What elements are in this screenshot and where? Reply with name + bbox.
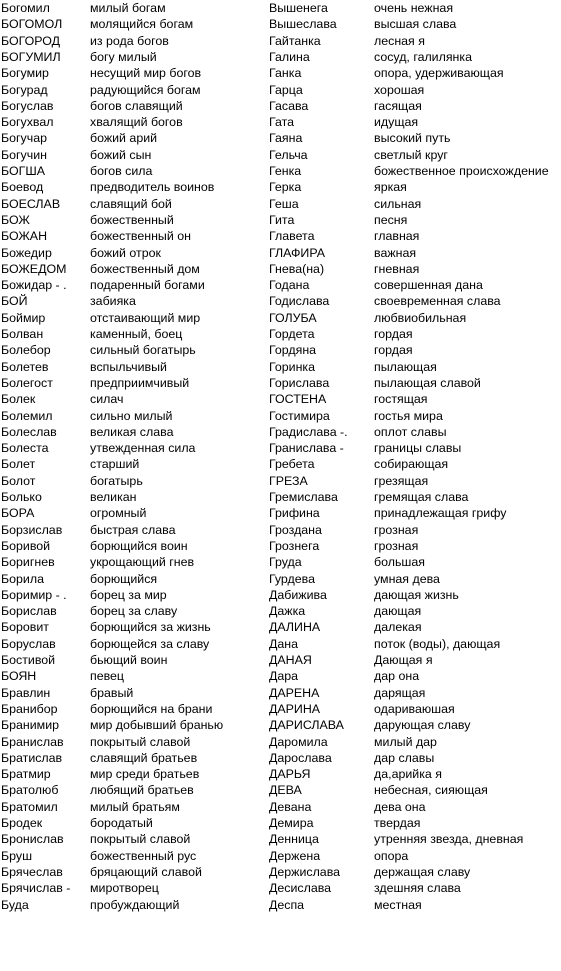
table-row	[0, 848, 561, 864]
female-name-cell: Гостимира	[269, 408, 330, 423]
female-meaning-cell: хорошая	[374, 82, 425, 97]
female-meaning-cell: умная дева	[374, 571, 440, 586]
table-row	[0, 65, 561, 81]
male-name-cell: БОГУМИЛ	[1, 49, 61, 64]
table-row	[0, 228, 561, 244]
female-name-cell: Держислава	[269, 864, 341, 879]
table-row	[0, 424, 561, 440]
female-name-cell: Градислава -.	[269, 424, 348, 439]
table-row	[0, 489, 561, 505]
female-meaning-cell: утренняя звезда, дневная	[374, 832, 524, 847]
female-meaning-cell: да,арийка я	[374, 767, 442, 782]
female-name-cell: Гордяна	[269, 343, 317, 358]
male-meaning-cell: богу милый	[90, 49, 157, 64]
female-meaning-cell: лесная я	[374, 33, 425, 48]
female-name-cell: Гельча	[269, 147, 308, 162]
table-row	[0, 880, 561, 896]
male-meaning-cell: каменный, боец	[90, 327, 183, 341]
table-row	[0, 359, 561, 375]
female-meaning-cell: гостящая	[374, 392, 428, 407]
female-name-cell: ДАРЕНА	[269, 685, 320, 700]
male-meaning-cell: славящий бой	[90, 196, 172, 211]
female-meaning-cell: дарующая славу	[374, 718, 471, 733]
male-name-cell: Братислав	[1, 750, 63, 765]
female-meaning-cell: одариваюшая	[374, 701, 455, 716]
table-row	[0, 130, 561, 146]
male-name-cell: Болеслав	[1, 424, 57, 439]
female-meaning-cell: важная	[374, 245, 417, 260]
table-row	[0, 897, 561, 913]
male-meaning-cell: быстрая слава	[90, 522, 176, 537]
male-meaning-cell: великан	[90, 490, 137, 504]
male-meaning-cell: утвежденная сила	[90, 441, 196, 456]
female-name-cell: ГОСТЕНА	[269, 392, 327, 407]
female-name-cell: ГРЕЗА	[269, 473, 308, 488]
male-meaning-cell: подаренный богами	[90, 278, 205, 293]
female-name-cell: Дана	[269, 636, 299, 651]
table-row	[0, 98, 561, 114]
female-meaning-cell: Дающая я	[374, 653, 433, 667]
female-name-cell: Горислава	[269, 375, 330, 390]
male-name-cell: Братмир	[1, 767, 51, 782]
female-meaning-cell: пылающая	[374, 359, 437, 374]
male-meaning-cell: борющийся	[90, 571, 158, 586]
male-meaning-cell: божественный	[90, 212, 174, 227]
female-name-cell: Груда	[269, 555, 302, 570]
female-meaning-cell: грезящая	[374, 473, 429, 488]
female-name-cell: Девана	[269, 799, 312, 814]
female-name-cell: Геша	[269, 196, 299, 211]
male-meaning-cell: предводитель воинов	[90, 180, 215, 195]
male-name-cell: Бравлин	[1, 685, 51, 700]
table-row	[0, 766, 561, 782]
male-meaning-cell: борющийся на брани	[90, 701, 213, 716]
table-row	[0, 277, 561, 293]
male-meaning-cell: богов славящий	[90, 98, 183, 113]
male-name-cell: Борислав	[1, 604, 57, 619]
female-name-cell: Годана	[269, 278, 310, 293]
female-meaning-cell: очень нежная	[374, 1, 454, 15]
female-name-cell: Галина	[269, 49, 310, 64]
male-meaning-cell: божественный дом	[90, 261, 200, 276]
female-name-cell: Гордета	[269, 327, 315, 341]
male-name-cell: Бруш	[1, 848, 33, 863]
female-meaning-cell: сильная	[374, 196, 422, 211]
table-row	[0, 212, 561, 228]
table-row	[0, 685, 561, 701]
male-name-cell: Боримир - .	[1, 587, 67, 602]
female-name-cell: Дажка	[269, 604, 306, 619]
female-meaning-cell: опора, удерживающая	[374, 66, 504, 81]
female-meaning-cell: высшая слава	[374, 17, 457, 32]
male-meaning-cell: несущий мир богов	[90, 66, 202, 81]
male-name-cell: Болет	[1, 457, 36, 472]
table-row	[0, 293, 561, 309]
table-row	[0, 147, 561, 163]
male-name-cell: БОГОМОЛ	[1, 17, 63, 32]
male-meaning-cell: милый богам	[90, 1, 166, 15]
female-meaning-cell: сосуд, галилянка	[374, 49, 472, 64]
male-meaning-cell: мир среди братьев	[90, 767, 200, 782]
table-row	[0, 587, 561, 603]
male-meaning-cell: радующийся богам	[90, 82, 201, 97]
table-row	[0, 261, 561, 277]
male-name-cell: Боевод	[1, 180, 44, 195]
male-name-cell: Божедир	[1, 245, 52, 260]
male-name-cell: Богумир	[1, 66, 49, 81]
female-meaning-cell: своевременная слава	[374, 294, 501, 309]
female-name-cell: Дара	[269, 669, 299, 684]
female-name-cell: Генка	[269, 164, 302, 178]
male-meaning-cell: сильно милый	[90, 408, 173, 423]
female-meaning-cell: песня	[374, 212, 408, 227]
table-row	[0, 440, 561, 456]
male-meaning-cell: покрытый славой	[90, 832, 191, 847]
male-meaning-cell: молящийся богам	[90, 17, 194, 32]
female-name-cell: Гурдева	[269, 571, 315, 586]
male-name-cell: БОЖЕДОМ	[1, 261, 67, 276]
female-meaning-cell: любвиобильная	[374, 310, 467, 325]
male-meaning-cell: миротворец	[90, 881, 159, 896]
table-row	[0, 734, 561, 750]
male-meaning-cell: из рода богов	[90, 33, 169, 48]
table-row	[0, 391, 561, 407]
table-row	[0, 245, 561, 261]
male-meaning-cell: огромный	[90, 506, 147, 521]
table-row	[0, 49, 561, 65]
male-name-cell: Братолюб	[1, 783, 59, 798]
table-row	[0, 799, 561, 815]
female-meaning-cell: дарящая	[374, 685, 426, 700]
male-meaning-cell: борец за мир	[90, 587, 167, 602]
female-name-cell: ДЕВА	[269, 783, 302, 798]
table-row	[0, 375, 561, 391]
male-name-cell: Болван	[1, 327, 44, 341]
male-name-cell: Богухвал	[1, 115, 54, 130]
male-meaning-cell: укрощающий гнев	[90, 555, 195, 570]
female-meaning-cell: дающая	[374, 604, 422, 619]
table-row	[0, 571, 561, 587]
female-meaning-cell: небесная, сияющая	[374, 783, 488, 798]
table-row	[0, 179, 561, 195]
male-meaning-cell: хвалящий богов	[90, 115, 183, 130]
female-name-cell: Герка	[269, 180, 302, 195]
female-name-cell: ДАРИСЛАВА	[269, 718, 344, 733]
female-meaning-cell: высокий путь	[374, 131, 451, 146]
female-name-cell: ДАРИНА	[269, 701, 321, 716]
female-name-cell: ДАНАЯ	[269, 653, 312, 667]
female-meaning-cell: гордая	[374, 327, 413, 341]
male-meaning-cell: старший	[90, 457, 140, 472]
male-name-cell: Брячислав -	[1, 881, 71, 896]
male-meaning-cell: божий сын	[90, 147, 152, 162]
male-name-cell: Божидар - .	[1, 278, 67, 293]
male-name-cell: Боровит	[1, 620, 49, 635]
male-name-cell: БОЙ	[1, 294, 28, 309]
female-meaning-cell: грозная	[374, 522, 419, 537]
male-meaning-cell: борец за славу	[90, 604, 178, 619]
table-row	[0, 196, 561, 212]
male-name-cell: Болегост	[1, 375, 53, 390]
male-meaning-cell: божий арий	[90, 131, 158, 146]
male-name-cell: Богуслав	[1, 98, 54, 113]
female-name-cell: Гранислава -	[269, 441, 344, 456]
female-meaning-cell: дающая жизнь	[374, 587, 459, 602]
male-name-cell: Боривой	[1, 538, 51, 553]
female-meaning-cell: держащая славу	[374, 864, 471, 879]
table-row	[0, 815, 561, 831]
male-meaning-cell: борющийся воин	[90, 538, 188, 553]
male-meaning-cell: певец	[90, 669, 125, 684]
male-name-cell: Бостивой	[1, 653, 56, 667]
male-meaning-cell: бьющий воин	[90, 653, 168, 667]
male-meaning-cell: славящий братьев	[90, 750, 198, 765]
male-meaning-cell: отстаивающий мир	[90, 310, 201, 325]
male-name-cell: Богурад	[1, 82, 48, 97]
male-meaning-cell: божий отрок	[90, 245, 161, 260]
male-meaning-cell: борющийся за жизнь	[90, 620, 211, 635]
female-meaning-cell: светлый круг	[374, 147, 448, 162]
male-meaning-cell: бряцающий славой	[90, 864, 202, 879]
male-meaning-cell: борющейся за славу	[90, 636, 210, 651]
female-meaning-cell: большая	[374, 555, 425, 570]
female-meaning-cell: идущая	[374, 115, 419, 130]
female-meaning-cell: дар она	[374, 669, 420, 684]
female-name-cell: Денница	[269, 832, 319, 847]
female-name-cell: Годислава	[269, 294, 330, 309]
table-row	[0, 326, 561, 342]
table-row	[0, 310, 561, 326]
female-name-cell: Деспа	[269, 897, 305, 912]
table-row	[0, 668, 561, 684]
female-name-cell: Демира	[269, 816, 314, 830]
female-meaning-cell: дева она	[374, 799, 426, 814]
male-name-cell: Богучар	[1, 131, 47, 146]
table-row	[0, 505, 561, 521]
male-name-cell: Болебор	[1, 343, 51, 358]
male-name-cell: Бранислав	[1, 734, 64, 749]
male-name-cell: Брячеслав	[1, 864, 63, 879]
table-row	[0, 473, 561, 489]
female-name-cell: ДАЛИНА	[269, 620, 321, 635]
female-name-cell: Главета	[269, 229, 315, 244]
female-meaning-cell: гордая	[374, 343, 413, 358]
female-meaning-cell: гасящая	[374, 98, 422, 113]
male-meaning-cell: пробуждающий	[90, 897, 180, 912]
female-name-cell: ГЛАФИРА	[269, 245, 326, 260]
male-name-cell: БОЖ	[1, 212, 30, 227]
male-meaning-cell: забияка	[90, 294, 136, 309]
male-name-cell: Болемил	[1, 408, 53, 423]
table-row	[0, 33, 561, 49]
male-name-cell: Борила	[1, 571, 44, 586]
male-name-cell: Братомил	[1, 799, 58, 814]
female-name-cell: Гата	[269, 115, 295, 130]
table-row	[0, 864, 561, 880]
male-name-cell: Бранибор	[1, 701, 58, 716]
male-meaning-cell: великая слава	[90, 424, 174, 439]
male-name-cell: Болек	[1, 392, 36, 407]
female-meaning-cell: местная	[374, 897, 422, 912]
table-row	[0, 701, 561, 717]
male-meaning-cell: божественный рус	[90, 848, 197, 863]
female-meaning-cell: грозная	[374, 538, 419, 553]
female-meaning-cell: дар славы	[374, 750, 435, 765]
male-name-cell: Бродек	[1, 816, 43, 830]
table-row	[0, 82, 561, 98]
female-name-cell: Грознега	[269, 538, 320, 553]
male-name-cell: БОРА	[1, 506, 35, 521]
male-name-cell: Борзислав	[1, 522, 63, 537]
male-meaning-cell: бравый	[90, 685, 134, 700]
female-name-cell: Гасава	[269, 98, 309, 113]
table-row	[0, 636, 561, 652]
table-row	[0, 408, 561, 424]
male-meaning-cell: предприимчивый	[90, 375, 190, 390]
female-name-cell: Гроздана	[269, 522, 322, 537]
female-meaning-cell: твердая	[374, 816, 421, 830]
male-meaning-cell: сильный богатырь	[90, 343, 196, 358]
male-name-cell: БОГОРОД	[1, 33, 61, 48]
table-row	[0, 456, 561, 472]
table-row	[0, 619, 561, 635]
female-meaning-cell: гневная	[374, 261, 420, 276]
female-meaning-cell: принадлежащая грифу	[374, 506, 507, 521]
table-row	[0, 750, 561, 766]
female-name-cell: Гита	[269, 212, 295, 227]
female-meaning-cell: милый дар	[374, 734, 437, 749]
table-row	[0, 652, 561, 668]
male-name-cell: БОЯН	[1, 669, 37, 684]
table-row	[0, 522, 561, 538]
female-meaning-cell: далекая	[374, 620, 422, 635]
female-name-cell: ГОЛУБА	[269, 310, 317, 325]
male-name-cell: Богучин	[1, 147, 47, 162]
male-name-cell: БОЕСЛАВ	[1, 196, 61, 211]
male-meaning-cell: мир добывший бранью	[90, 718, 224, 733]
table-row	[0, 603, 561, 619]
female-name-cell: Гайтанка	[269, 33, 321, 48]
table-row	[0, 16, 561, 32]
female-meaning-cell: поток (воды), дающая	[374, 636, 501, 651]
male-name-cell: Болько	[1, 490, 42, 504]
table-row	[0, 782, 561, 798]
female-name-cell: Дарослава	[269, 750, 332, 765]
female-name-cell: Грифина	[269, 506, 320, 521]
female-name-cell: Ганка	[269, 66, 302, 81]
female-meaning-cell: пылающая славой	[374, 375, 481, 390]
female-meaning-cell: оплот славы	[374, 424, 447, 439]
male-meaning-cell: любящий братьев	[90, 783, 194, 798]
female-name-cell: Держена	[269, 848, 321, 863]
male-meaning-cell: богатырь	[90, 473, 143, 488]
female-name-cell: Гребета	[269, 457, 315, 472]
female-name-cell: Гаяна	[269, 131, 303, 146]
male-name-cell: Болетев	[1, 359, 49, 374]
female-meaning-cell: гремящая слава	[374, 490, 469, 504]
male-name-cell: Бронислав	[1, 832, 64, 847]
male-name-cell: Богомил	[1, 1, 50, 15]
female-meaning-cell: яркая	[374, 180, 407, 195]
table-row	[0, 717, 561, 733]
female-name-cell: Десислава	[269, 881, 332, 896]
table-row	[0, 163, 561, 179]
table-row	[0, 0, 561, 16]
male-name-cell: Боймир	[1, 310, 46, 325]
female-name-cell: ДАРЬЯ	[269, 767, 311, 782]
female-meaning-cell: гостья мира	[374, 408, 443, 423]
female-meaning-cell: божественное происхождение	[374, 164, 549, 178]
female-name-cell: Даромила	[269, 734, 328, 749]
table-row	[0, 554, 561, 570]
male-meaning-cell: силач	[90, 392, 124, 407]
female-name-cell: Вышенега	[269, 1, 328, 15]
male-name-cell: Боригнев	[1, 555, 55, 570]
female-name-cell: Гарца	[269, 82, 303, 97]
male-meaning-cell: вспыльчивый	[90, 359, 167, 374]
male-meaning-cell: покрытый славой	[90, 734, 191, 749]
male-name-cell: Буда	[1, 897, 29, 912]
male-meaning-cell: божественный он	[90, 229, 191, 244]
table-row	[0, 342, 561, 358]
male-meaning-cell: милый братьям	[90, 799, 180, 814]
female-meaning-cell: главная	[374, 229, 420, 244]
table-row	[0, 114, 561, 130]
male-name-cell: Болеста	[1, 441, 49, 456]
female-meaning-cell: границы славы	[374, 441, 462, 456]
male-name-cell: Боруслав	[1, 636, 56, 651]
male-meaning-cell: бородатый	[90, 816, 153, 830]
male-name-cell: Бранимир	[1, 718, 60, 733]
female-meaning-cell: здешняя слава	[374, 881, 461, 896]
female-name-cell: Горинка	[269, 359, 316, 374]
male-name-cell: Болот	[1, 473, 36, 488]
female-meaning-cell: совершенная дана	[374, 278, 483, 293]
female-name-cell: Вышеслава	[269, 17, 337, 32]
female-name-cell: Гнева(на)	[269, 261, 325, 276]
male-meaning-cell: богов сила	[90, 164, 153, 178]
female-meaning-cell: опора	[374, 848, 409, 863]
male-name-cell: БОЖАН	[1, 229, 48, 244]
table-row	[0, 831, 561, 847]
female-meaning-cell: собирающая	[374, 457, 449, 472]
female-name-cell: Гремислава	[269, 490, 338, 504]
table-row	[0, 538, 561, 554]
male-name-cell: БОГША	[1, 164, 45, 178]
female-name-cell: Дабижива	[269, 587, 327, 602]
